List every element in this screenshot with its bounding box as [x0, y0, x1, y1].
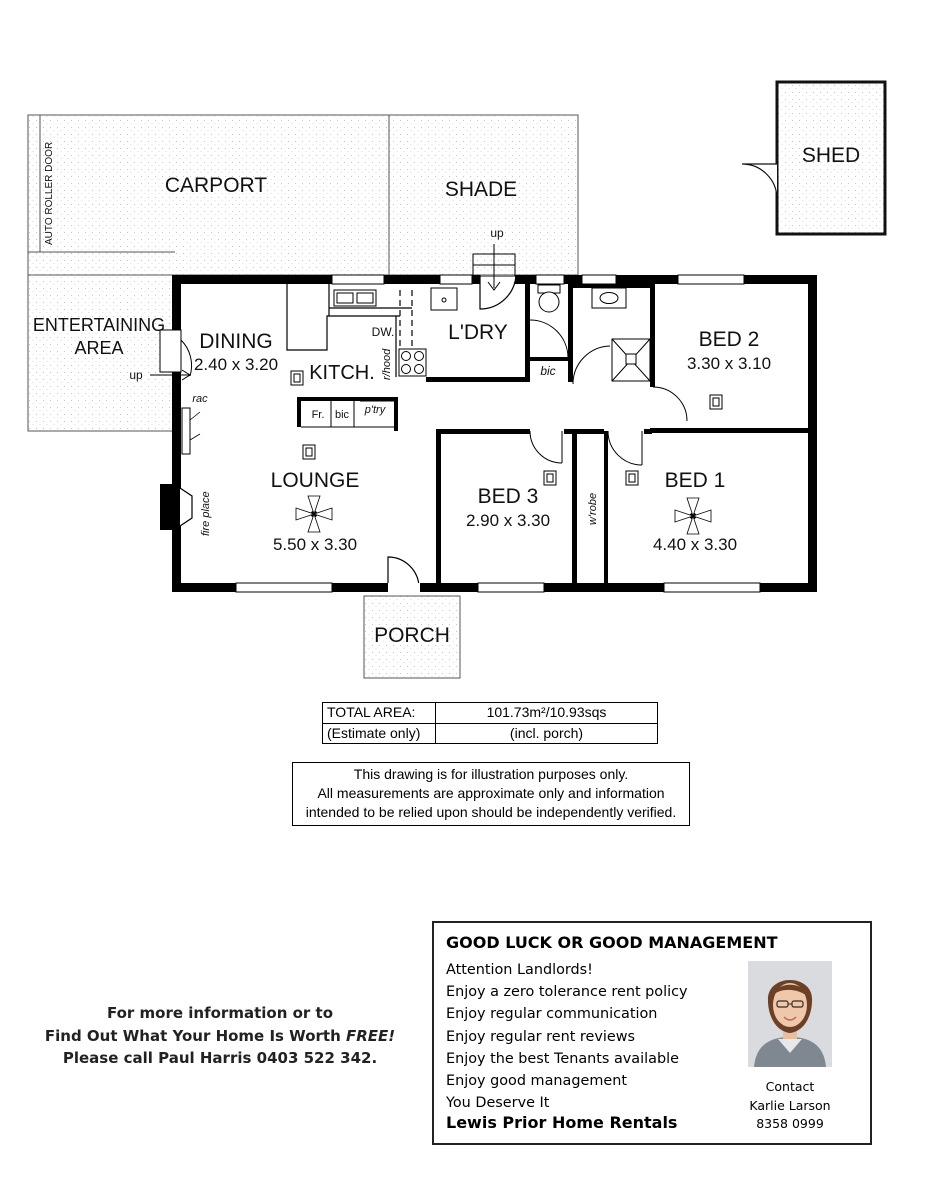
laundry-name: L'DRY [448, 321, 508, 344]
kitchen-bic-label: bic [334, 409, 350, 421]
porch-label: PORCH [374, 624, 450, 647]
entertaining-label-1: ENTERTAINING [32, 315, 166, 335]
laundry-up-label: up [490, 226, 504, 240]
bed1-size: 4.40 x 3.30 [652, 535, 738, 554]
person-portrait-icon [748, 961, 832, 1067]
auto-roller-door-label: AUTO ROLLER DOOR [44, 141, 55, 245]
fireplace-label: fire place [200, 491, 212, 536]
ad-line: Enjoy a zero tolerance rent policy [446, 984, 688, 1001]
ad-company: Lewis Prior Home Rentals [446, 1113, 678, 1132]
disclaimer-line: intended to be relied upon should be independently verified. [305, 804, 677, 820]
ad-line: Enjoy the best Tenants available [446, 1050, 679, 1067]
bed1-name: BED 1 [664, 469, 726, 492]
total-area-value: 101.73m²/10.93sqs [486, 704, 607, 720]
dining-size: 2.40 x 3.20 [193, 355, 279, 374]
area-note-value: (incl. porch) [509, 725, 584, 741]
cooktop-icon [399, 349, 426, 376]
free-emphasis: FREE! [345, 1026, 396, 1045]
bed2-size: 3.30 x 3.10 [686, 354, 772, 373]
ad-line: Enjoy regular communication [446, 1006, 658, 1023]
ad-title: GOOD LUCK OR GOOD MANAGEMENT [446, 933, 778, 952]
ad-contact [724, 1078, 856, 1134]
pantry-label: p'try [364, 404, 386, 416]
shed-door-swing-icon [742, 164, 777, 199]
ad-line: Enjoy good management [446, 1073, 627, 1090]
agent-photo [748, 961, 832, 1067]
shade-label: SHADE [444, 178, 518, 201]
bed3-size: 2.90 x 3.30 [465, 511, 551, 530]
contact-phone: 8358 0999 [756, 1116, 824, 1131]
disclaimer-box [292, 762, 690, 826]
rac-unit [182, 408, 190, 454]
total-area-table [322, 702, 658, 744]
lounge-name: LOUNGE [270, 469, 360, 492]
basin-icon [592, 288, 626, 308]
rangehood-label: r/hood [381, 348, 393, 380]
info-line-2: Find Out What Your Home Is Worth FREE! [44, 1026, 396, 1045]
carport-label: CARPORT [164, 174, 268, 197]
entertaining-label-2: AREA [74, 338, 124, 358]
shower-icon [612, 339, 650, 381]
disclaimer-line: All measurements are approximate only and information [317, 785, 665, 801]
contact-label: Contact [765, 1079, 815, 1094]
shed-label: SHED [801, 144, 861, 167]
dishwasher-label: DW. [371, 325, 395, 339]
ad-line: Enjoy regular rent reviews [446, 1028, 636, 1045]
management-ad [432, 921, 872, 1145]
fridge-label: Fr. [311, 409, 325, 421]
dining-up-label: up [129, 368, 143, 382]
contact-info-text [30, 1002, 410, 1070]
kitchen-name: KITCH. [309, 362, 375, 384]
disclaimer-line: This drawing is for illustration purposes only. [353, 766, 629, 782]
rac-label: rac [192, 393, 208, 405]
info-line-3: Please call Paul Harris 0403 522 342. [62, 1049, 378, 1067]
info-line-1: For more information or to [106, 1004, 333, 1022]
wardrobe-label: w'robe [587, 492, 599, 525]
contact-name: Karlie Larson [749, 1097, 831, 1113]
bed3-name: BED 3 [477, 485, 539, 508]
total-area-label: TOTAL AREA: [323, 703, 436, 723]
dining-name: DINING [199, 330, 273, 353]
bed2-name: BED 2 [698, 328, 760, 351]
lounge-size: 5.50 x 3.30 [272, 535, 358, 554]
ad-line: Attention Landlords! [446, 962, 593, 978]
toilet-icon [538, 285, 560, 312]
ad-lines [446, 959, 688, 1114]
ad-line: You Deserve It [446, 1095, 550, 1112]
area-note-label: (Estimate only) [323, 724, 436, 744]
hall-bic-label: bic [540, 364, 556, 378]
